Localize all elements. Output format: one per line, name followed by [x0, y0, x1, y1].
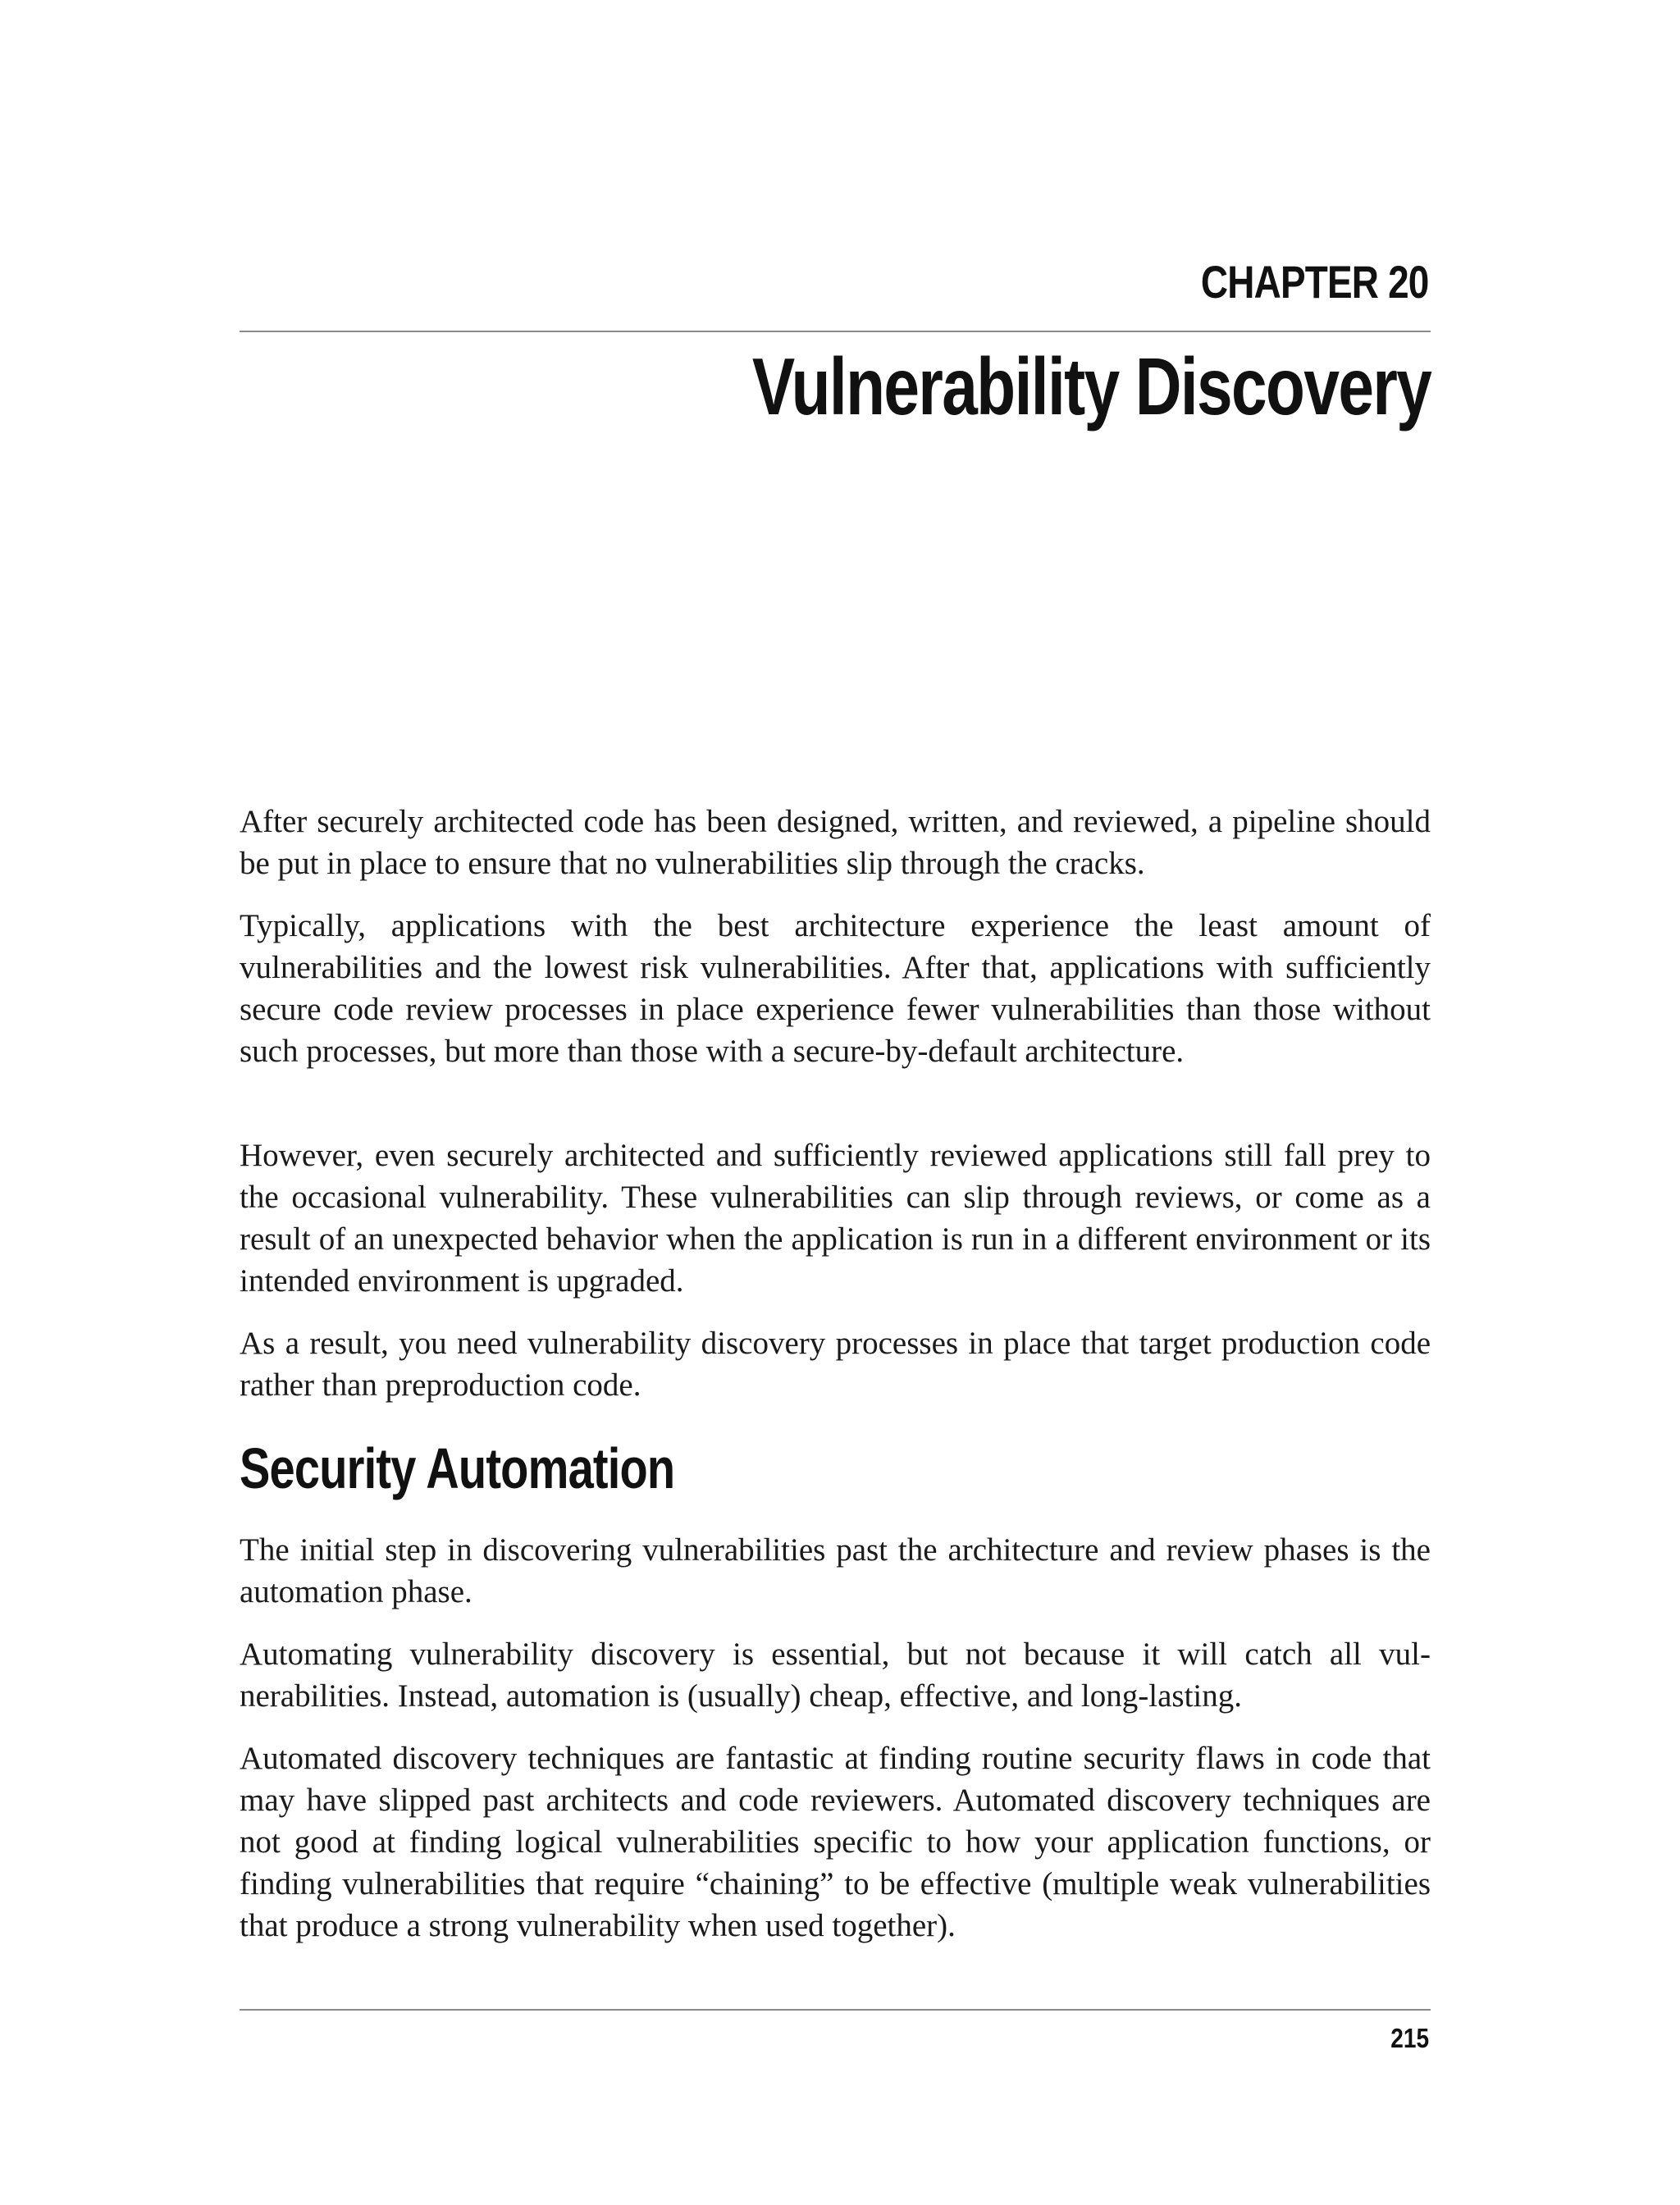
chapter-label: CHAPTER 20 [1201, 256, 1429, 308]
intro-paragraph-4: As a result, you need vulnerability discovery processes in place that target production code rather than preproduction code. [240, 1326, 1431, 1403]
intro-paragraph-3: However, even securely architected and sufficiently reviewed applications still fall prey to the occasional vulnerability. These vulnerabilities can slip through reviews, or come as a result of an unexpected behavior when the application is run in a different environment or its intended environment is upgraded. [240, 1138, 1431, 1299]
intro-paragraph-2: Typically, applications with the best architecture experience the least amount of vulnerabilities and the lowest risk vulnerabilities. After that, applications with sufficiently secure code review processes in place experience fewer vulnerabilities than those without such processes, but more than those with a secure-by-default architecture. [240, 908, 1431, 1069]
section-heading: Security Automation [240, 1436, 675, 1500]
chapter-divider [240, 331, 1431, 332]
footer-divider [240, 2009, 1431, 2011]
chapter-title: Vulnerability Discovery [751, 341, 1431, 431]
section-paragraph-2: Automating vulnerability discovery is essential, but not because it will catch all vulnerabilities. Instead, automation is (usually) cheap, effective, and long-lasting. [240, 1637, 1431, 1714]
page-number: 215 [1390, 2023, 1429, 2053]
intro-paragraph-1: After securely architected code has been designed, written, and reviewed, a pipeline should be put in place to ensure that no vulnerabilities slip through the cracks. [240, 804, 1431, 881]
section-paragraph-3: Automated discovery techniques are fantastic at finding routine security flaws in code that may have slipped past architects and code reviewers. Automated discovery techniques are not good at finding logical vulnerabilities specific to how your application functions, or finding vulnerabilities that require “chaining” to be effective (multiple weak vulnerabilities that produce a strong vulnerability when used together). [240, 1741, 1431, 1943]
section-paragraph-1: The initial step in discovering vulnerabilities past the architecture and review phases is the automation phase. [240, 1532, 1431, 1609]
